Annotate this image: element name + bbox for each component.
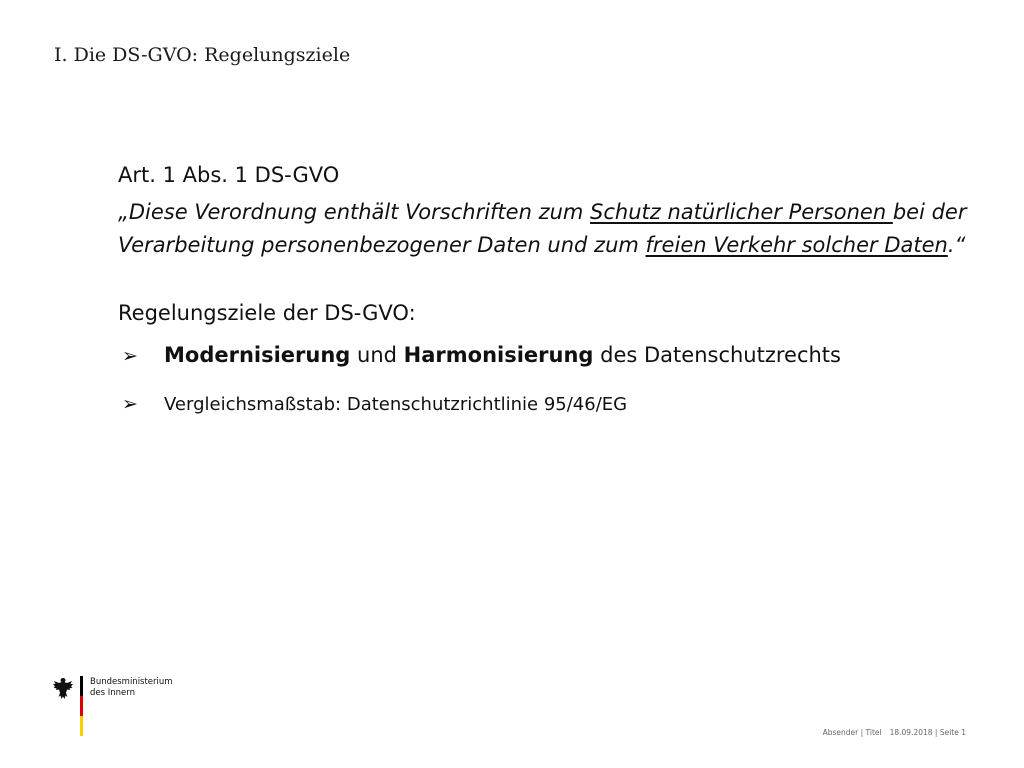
quote-underline-protection: Schutz natürlicher Personen	[590, 200, 893, 224]
bold-harmonisierung: Harmonisierung	[403, 343, 594, 367]
quote-underline-free-movement: freien Verkehr solcher Daten	[645, 233, 948, 257]
ministry-name	[90, 677, 173, 699]
arrow-bullet-icon: ➢	[122, 393, 138, 415]
slide-title: I. Die DS-GVO: Regelungsziele	[54, 44, 351, 66]
federal-eagle-icon	[52, 676, 74, 702]
list-item	[118, 340, 998, 371]
article-quote	[118, 196, 988, 262]
footer-date-page: 18.09.2018 | Seite 1	[889, 728, 966, 737]
slide-content	[118, 160, 998, 418]
list-item	[118, 391, 998, 418]
list-item-text: Vergleichsmaßstab: Datenschutzrichtlinie 95/46/EG	[164, 394, 628, 415]
arrow-bullet-icon: ➢	[122, 345, 138, 367]
ministry-name-line2: des Innern	[90, 688, 135, 698]
bullet-text-connector: und	[350, 343, 404, 367]
ministry-name-line1: Bundesministerium	[90, 677, 173, 687]
goals-list	[118, 340, 998, 418]
goals-heading: Regelungsziele der DS-GVO:	[118, 301, 416, 325]
article-reference: Art. 1 Abs. 1 DS-GVO	[118, 163, 340, 187]
bold-modernisierung: Modernisierung	[164, 343, 351, 367]
footer-meta	[823, 728, 966, 737]
quote-text-3: .“	[947, 233, 966, 257]
ministry-logo	[52, 676, 192, 736]
german-flag-bar	[80, 676, 83, 736]
quote-text-2: bei der Verarbeitung personenbezogener Daten und zum	[118, 200, 967, 257]
bullet-text-rest: des Datenschutzrechts	[593, 343, 841, 367]
list-item-text	[164, 340, 841, 370]
quote-text-1: „Diese Verordnung enthält Vorschriften zum	[118, 200, 591, 224]
footer-sender: Absender | Titel	[822, 728, 882, 737]
